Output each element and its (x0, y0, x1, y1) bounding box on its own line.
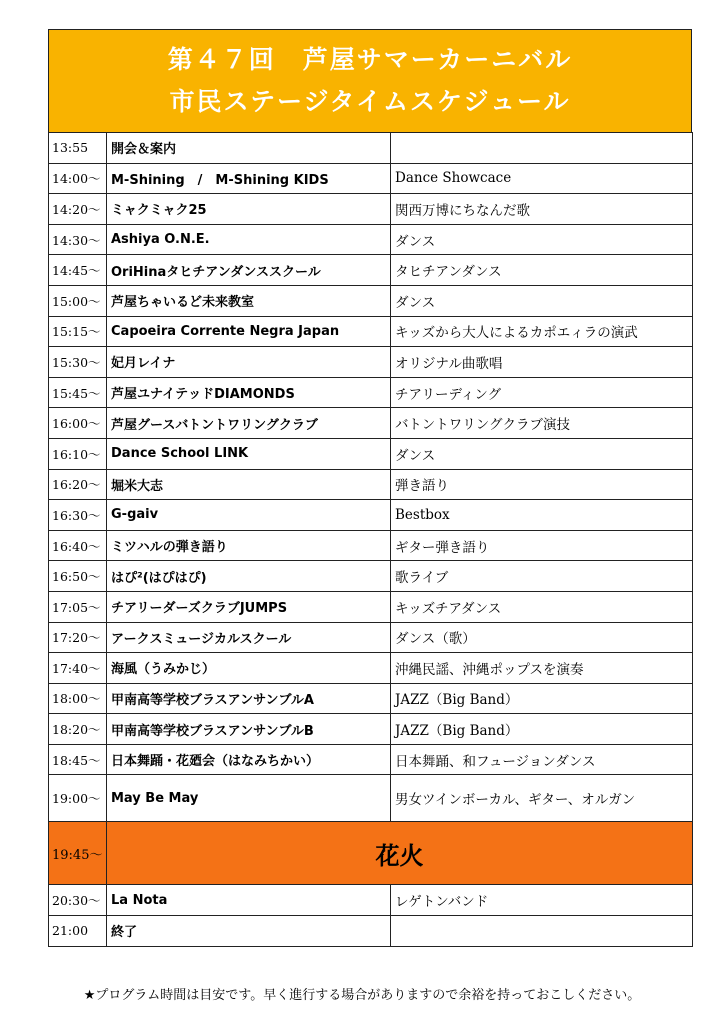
schedule-row (49, 916, 693, 947)
schedule-row (49, 285, 693, 316)
description-cell: バトントワリングクラブ演技 (391, 408, 693, 439)
time-cell: 18:00～ (49, 683, 107, 714)
description-cell: 歌ライブ (391, 561, 693, 592)
schedule-row (49, 714, 693, 745)
performer-cell: チアリーダーズクラブJUMPS (107, 591, 391, 622)
time-cell: 14:30～ (49, 224, 107, 255)
fireworks-label: 花火 (107, 822, 693, 885)
description-cell: JAZZ（Big Band） (391, 714, 693, 745)
performer-cell: 芦屋ちゃいるど未来教室 (107, 285, 391, 316)
schedule-row (49, 316, 693, 347)
performer-cell: 日本舞踊・花廼会（はなみちかい） (107, 744, 391, 775)
performer-cell: はぴ²(はぴはぴ) (107, 561, 391, 592)
schedule-row (49, 133, 693, 164)
performer-cell: 終了 (107, 916, 391, 947)
description-cell: Bestbox (391, 500, 693, 531)
performer-cell: ミツハルの弾き語り (107, 530, 391, 561)
time-cell: 16:20～ (49, 469, 107, 500)
schedule-row (49, 500, 693, 531)
time-cell: 16:50～ (49, 561, 107, 592)
schedule-row (49, 469, 693, 500)
time-cell: 15:45～ (49, 377, 107, 408)
description-cell: レゲトンバンド (391, 885, 693, 916)
schedule-row (49, 255, 693, 286)
performer-cell: Dance School LINK (107, 438, 391, 469)
description-cell: ダンス (391, 438, 693, 469)
time-cell: 18:45～ (49, 744, 107, 775)
description-cell: ギター弾き語り (391, 530, 693, 561)
performer-cell: 妃月レイナ (107, 347, 391, 378)
performer-cell: 芦屋グースバトントワリングクラブ (107, 408, 391, 439)
time-cell: 20:30～ (49, 885, 107, 916)
description-cell: ダンス (391, 224, 693, 255)
schedule-header (48, 29, 692, 132)
schedule-row (49, 885, 693, 916)
schedule-row (49, 377, 693, 408)
header-title-line2: 市民ステージタイムスケジュール (169, 87, 571, 116)
performer-cell: M-Shining / M-Shining KIDS (107, 163, 391, 194)
performer-cell: ミャクミャク25 (107, 194, 391, 225)
schedule-row (49, 775, 693, 822)
performer-cell: 堀米大志 (107, 469, 391, 500)
performer-cell: 開会＆案内 (107, 133, 391, 164)
time-cell: 16:10～ (49, 438, 107, 469)
performer-cell: G-gaiv (107, 500, 391, 531)
performer-cell: 甲南高等学校ブラスアンサンブルA (107, 683, 391, 714)
time-cell: 17:40～ (49, 653, 107, 684)
time-cell: 19:45～ (49, 822, 107, 885)
description-cell: JAZZ（Big Band） (391, 683, 693, 714)
footnote: ★プログラム時間は目安です。早く進行する場合がありますので余裕を持っておこしください。 (83, 988, 641, 1003)
performer-cell: 芦屋ユナイテッドDIAMONDS (107, 377, 391, 408)
performer-cell: 海風（うみかじ） (107, 653, 391, 684)
time-cell: 14:20～ (49, 194, 107, 225)
performer-cell: Ashiya O.N.E. (107, 224, 391, 255)
description-cell: タヒチアンダンス (391, 255, 693, 286)
schedule-row (49, 224, 693, 255)
performer-cell: Capoeira Corrente Negra Japan (107, 316, 391, 347)
time-cell: 16:00～ (49, 408, 107, 439)
description-cell: 沖縄民謡、沖縄ポップスを演奏 (391, 653, 693, 684)
time-cell: 19:00～ (49, 775, 107, 822)
schedule-row (49, 683, 693, 714)
header-title-line1: 第４７回 芦屋サマーカーニバル (167, 45, 573, 74)
schedule-sheet (48, 29, 692, 947)
time-cell: 21:00 (49, 916, 107, 947)
schedule-row (49, 163, 693, 194)
time-cell: 14:00～ (49, 163, 107, 194)
description-cell: オリジナル曲歌唱 (391, 347, 693, 378)
time-cell: 14:45～ (49, 255, 107, 286)
schedule-row (49, 438, 693, 469)
time-cell: 15:15～ (49, 316, 107, 347)
schedule-table (48, 132, 693, 947)
schedule-row (49, 561, 693, 592)
schedule-row (49, 347, 693, 378)
description-cell (391, 133, 693, 164)
performer-cell: May Be May (107, 775, 391, 822)
description-cell: キッズチアダンス (391, 591, 693, 622)
schedule-row (49, 622, 693, 653)
performer-cell: OriHinaタヒチアンダンススクール (107, 255, 391, 286)
time-cell: 16:30～ (49, 500, 107, 531)
description-cell: 日本舞踊、和フュージョンダンス (391, 744, 693, 775)
time-cell: 17:05～ (49, 591, 107, 622)
schedule-row (49, 194, 693, 225)
schedule-row (49, 591, 693, 622)
time-cell: 16:40～ (49, 530, 107, 561)
fireworks-row (49, 822, 693, 885)
time-cell: 13:55 (49, 133, 107, 164)
time-cell: 17:20～ (49, 622, 107, 653)
description-cell: ダンス（歌） (391, 622, 693, 653)
performer-cell: La Nota (107, 885, 391, 916)
description-cell: 弾き語り (391, 469, 693, 500)
schedule-row (49, 653, 693, 684)
time-cell: 18:20～ (49, 714, 107, 745)
schedule-row (49, 530, 693, 561)
description-cell: キッズから大人によるカポエィラの演武 (391, 316, 693, 347)
schedule-row (49, 744, 693, 775)
description-cell: ダンス (391, 285, 693, 316)
performer-cell: 甲南高等学校ブラスアンサンブルB (107, 714, 391, 745)
time-cell: 15:30～ (49, 347, 107, 378)
description-cell (391, 916, 693, 947)
time-cell: 15:00～ (49, 285, 107, 316)
description-cell: 男女ツインボーカル、ギター、オルガン (391, 775, 693, 822)
description-cell: 関西万博にちなんだ歌 (391, 194, 693, 225)
description-cell: チアリーディング (391, 377, 693, 408)
schedule-row (49, 408, 693, 439)
description-cell: Dance Showcace (391, 163, 693, 194)
performer-cell: アークスミュージカルスクール (107, 622, 391, 653)
